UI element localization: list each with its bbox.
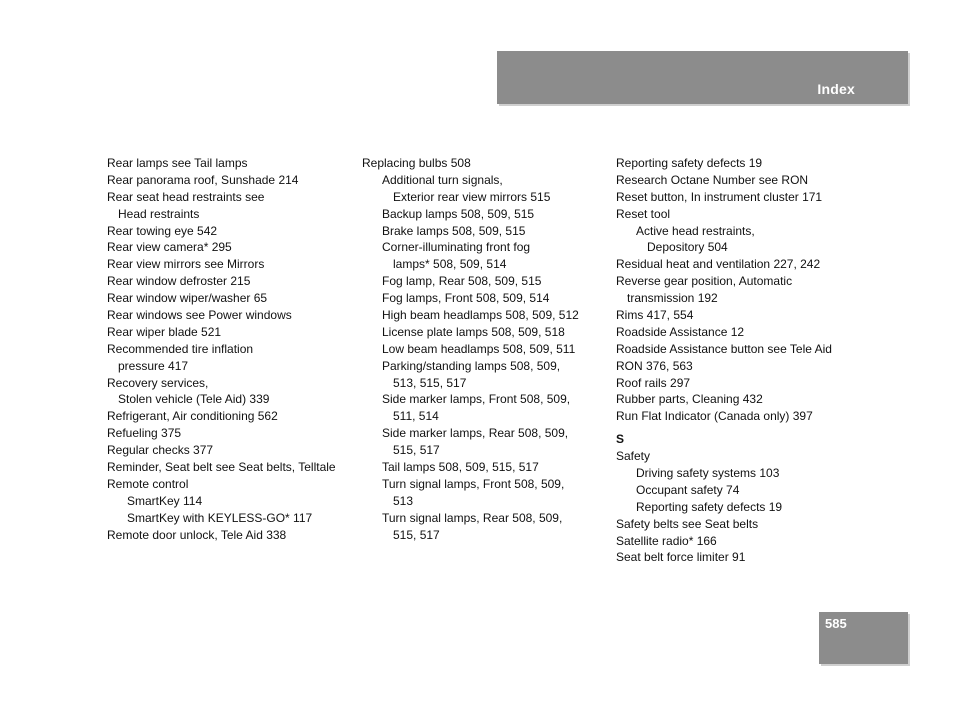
index-entry: Brake lamps 508, 509, 515 xyxy=(382,223,526,238)
index-entry: Safety xyxy=(616,449,651,464)
index-entry: Rear towing eye 542 xyxy=(107,223,218,238)
index-entry: Active head restraints, xyxy=(636,223,755,238)
index-entry: Tail lamps 508, 509, 515, 517 xyxy=(382,460,539,475)
index-entry: Roadside Assistance 12 xyxy=(616,324,745,339)
index-entry: Reset button, In instrument cluster 171 xyxy=(616,189,823,204)
index-entry: Seat belt force limiter 91 xyxy=(616,550,746,565)
index-entry: High beam headlamps 508, 509, 512 xyxy=(382,308,579,323)
index-entry: SmartKey with KEYLESS-GO* 117 xyxy=(127,510,313,525)
index-entry: Head restraints xyxy=(118,206,200,221)
index-entry: Rear lamps see Tail lamps xyxy=(107,156,248,170)
index-entry: Turn signal lamps, Rear 508, 509, xyxy=(382,510,563,525)
index-column-1 xyxy=(107,155,336,543)
index-entry: Rear panorama roof, Sunshade 214 xyxy=(107,172,299,187)
index-entry: Research Octane Number see RON xyxy=(616,172,809,187)
section-title: Index xyxy=(817,81,855,97)
index-entry: Safety belts see Seat belts xyxy=(616,516,759,531)
index-letter-heading: S xyxy=(616,432,625,447)
index-entry: Replacing bulbs 508 xyxy=(362,156,471,170)
index-entry: Roof rails 297 xyxy=(616,375,691,390)
index-entry: Occupant safety 74 xyxy=(636,482,740,497)
index-entry: Depository 504 xyxy=(647,240,728,255)
index-entry: Regular checks 377 xyxy=(107,443,214,458)
index-entry: Reminder, Seat belt see Seat belts, Telltale xyxy=(107,460,336,475)
index-entry: 513, 515, 517 xyxy=(393,375,467,390)
index-entry: Roadside Assistance button see Tele Aid xyxy=(616,341,832,356)
index-entry: Recommended tire inflation xyxy=(107,341,254,356)
index-entry: Side marker lamps, Front 508, 509, xyxy=(382,392,571,407)
index-entry: Remote control xyxy=(107,476,189,491)
index-entry: Reset tool xyxy=(616,206,671,221)
index-entry: Fog lamp, Rear 508, 509, 515 xyxy=(382,274,542,289)
index-entry: 513 xyxy=(393,493,414,508)
index-entry: Side marker lamps, Rear 508, 509, xyxy=(382,426,569,441)
index-entry: License plate lamps 508, 509, 518 xyxy=(382,324,565,339)
index-entry: RON 376, 563 xyxy=(616,358,693,373)
index-entry: Reporting safety defects 19 xyxy=(616,156,763,170)
index-entry: Reporting safety defects 19 xyxy=(636,499,783,514)
index-entry: Fog lamps, Front 508, 509, 514 xyxy=(382,291,550,306)
index-entry: Rims 417, 554 xyxy=(616,308,694,323)
index-entry: Additional turn signals, xyxy=(382,172,503,187)
index-entry: Rear window wiper/washer 65 xyxy=(107,291,268,306)
index-entry: Corner-illuminating front fog xyxy=(382,240,531,255)
index-entry: Rear view mirrors see Mirrors xyxy=(107,257,265,272)
index-entry: Exterior rear view mirrors 515 xyxy=(393,189,551,204)
index-entry: Rear wiper blade 521 xyxy=(107,324,222,339)
section-header-bar xyxy=(497,51,908,104)
index-entry: Rubber parts, Cleaning 432 xyxy=(616,392,763,407)
index-entry: transmission 192 xyxy=(627,291,718,306)
index-entry: 515, 517 xyxy=(393,527,440,542)
index-entry: Run Flat Indicator (Canada only) 397 xyxy=(616,409,813,424)
index-entry: SmartKey 114 xyxy=(127,493,203,508)
index-entry: Backup lamps 508, 509, 515 xyxy=(382,206,535,221)
page-number: 585 xyxy=(825,616,847,631)
index-entry: Refrigerant, Air conditioning 562 xyxy=(107,409,278,424)
index-entry: Rear window defroster 215 xyxy=(107,274,251,289)
index-entry: Driving safety systems 103 xyxy=(636,466,780,481)
index-entry: Rear seat head restraints see xyxy=(107,189,265,204)
index-entry: lamps* 508, 509, 514 xyxy=(393,257,507,272)
index-column-3 xyxy=(616,155,832,566)
index-entry: Residual heat and ventilation 227, 242 xyxy=(616,257,821,272)
index-entry: Parking/standing lamps 508, 509, xyxy=(382,358,561,373)
index-entry: 511, 514 xyxy=(393,409,439,424)
index-entry: Rear windows see Power windows xyxy=(107,308,292,323)
index-entry: Low beam headlamps 508, 509, 511 xyxy=(382,341,576,356)
index-entry: Remote door unlock, Tele Aid 338 xyxy=(107,527,287,542)
index-entry: Satellite radio* 166 xyxy=(616,533,717,548)
index-entry: Rear view camera* 295 xyxy=(107,240,232,255)
index-entry: Turn signal lamps, Front 508, 509, xyxy=(382,476,565,491)
index-entry: Stolen vehicle (Tele Aid) 339 xyxy=(118,392,270,407)
index-column-2 xyxy=(362,155,579,543)
index-entry: Refueling 375 xyxy=(107,426,182,441)
index-entry: pressure 417 xyxy=(118,358,189,373)
index-entry: Recovery services, xyxy=(107,375,209,390)
index-entry: Reverse gear position, Automatic xyxy=(616,274,793,289)
page-number-box xyxy=(819,612,908,664)
index-entry: 515, 517 xyxy=(393,443,440,458)
